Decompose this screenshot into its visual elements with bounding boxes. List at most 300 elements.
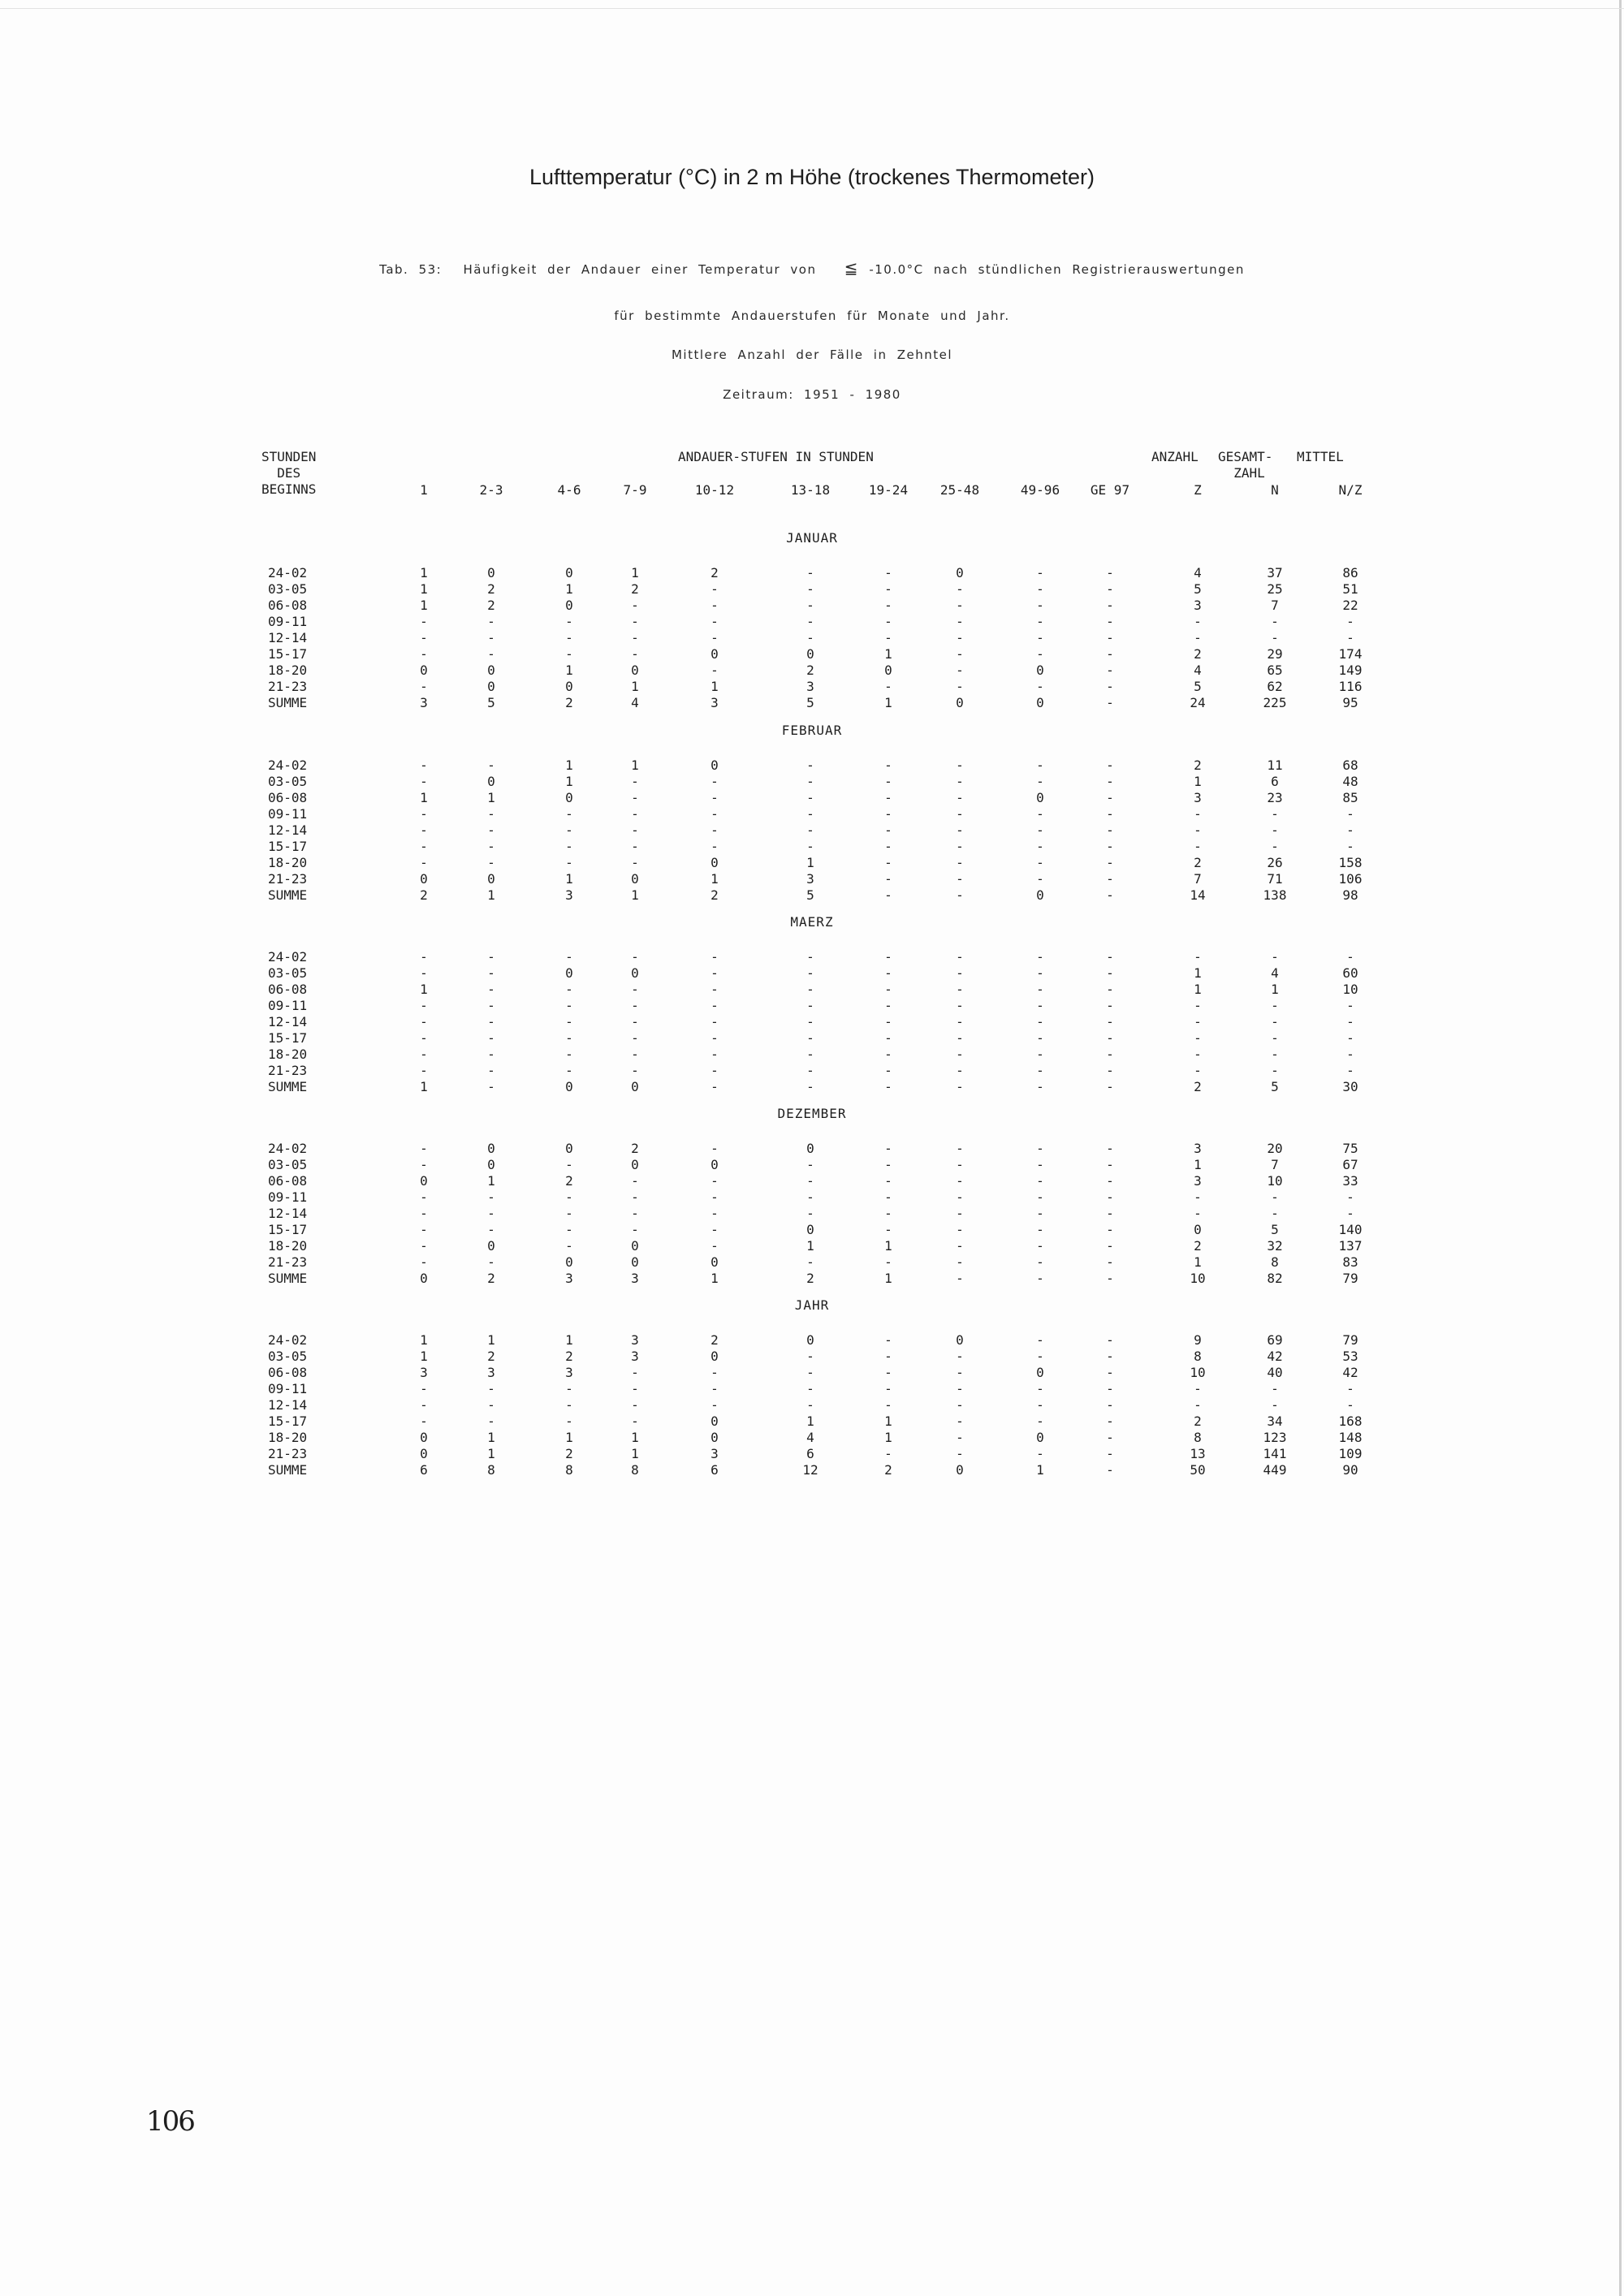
table-cell: 0 (631, 1254, 639, 1270)
table-cell: 2 (710, 1332, 719, 1348)
row-label: 12-14 (268, 1206, 308, 1221)
table-cell: - (1106, 855, 1114, 870)
table-cell: - (710, 614, 719, 629)
row-label: 06-08 (268, 1365, 308, 1380)
table-cell: 0 (565, 679, 573, 694)
table-cell: - (1346, 1397, 1354, 1413)
table-cell: 12 (802, 1462, 818, 1478)
table-cell: - (487, 614, 495, 629)
table-cell: - (1036, 822, 1044, 838)
table-cell: - (806, 757, 814, 773)
table-cell: - (1106, 1413, 1114, 1429)
table-cell: - (565, 1222, 573, 1237)
table-cell: - (956, 949, 964, 965)
column-header: 4-6 (557, 482, 581, 498)
table-cell: - (1106, 1047, 1114, 1062)
table-cell: 0 (710, 855, 719, 870)
table-cell: 0 (710, 1157, 719, 1172)
column-header: 19-24 (868, 482, 909, 498)
page-title: Lufttemperatur (°C) in 2 m Höhe (trockenes Thermometer) (529, 165, 1095, 189)
table-cell: - (565, 1157, 573, 1172)
table-cell: - (1036, 839, 1044, 854)
table-cell: - (1106, 982, 1114, 997)
table-cell: 1 (1194, 982, 1202, 997)
table-cell: - (1106, 1349, 1114, 1364)
table-cell: 148 (1338, 1430, 1363, 1445)
table-cell: 2 (710, 565, 719, 580)
table-cell: 7 (1271, 598, 1279, 613)
table-cell: 29 (1267, 646, 1283, 662)
table-cell: - (631, 1030, 639, 1046)
table-cell: 1 (710, 1271, 719, 1286)
table-cell: 83 (1342, 1254, 1358, 1270)
table-cell: 0 (565, 1079, 573, 1094)
table-cell: 8 (1194, 1349, 1202, 1364)
table-cell: 3 (631, 1271, 639, 1286)
table-cell: - (1036, 1141, 1044, 1156)
table-cell: 1 (1194, 1157, 1202, 1172)
table-cell: - (1036, 1349, 1044, 1364)
table-cell: 0 (710, 1349, 719, 1364)
table-cell: - (884, 1173, 892, 1189)
table-cell: - (1194, 998, 1202, 1013)
table-cell: - (1106, 965, 1114, 981)
table-cell: - (1036, 1222, 1044, 1237)
table-cell: - (631, 839, 639, 854)
header-andauer-stufen: ANDAUER-STUFEN IN STUNDEN (678, 449, 874, 464)
table-cell: 0 (487, 1141, 495, 1156)
table-cell: - (1346, 1047, 1354, 1062)
table-cell: - (1106, 1189, 1114, 1205)
table-cell: - (487, 630, 495, 645)
table-cell: 2 (420, 887, 428, 903)
table-cell: 95 (1342, 695, 1358, 710)
table-cell: - (1106, 949, 1114, 965)
header-stunden-des-beginns: STUNDEN DES BEGINNS (261, 449, 317, 497)
table-cell: - (487, 1381, 495, 1396)
table-cell: - (1194, 1397, 1202, 1413)
table-cell: - (420, 679, 428, 694)
row-label: 18-20 (268, 662, 308, 678)
table-cell: - (1271, 1030, 1279, 1046)
table-cell: 10 (1342, 982, 1358, 997)
table-cell: - (1036, 982, 1044, 997)
row-label: SUMME (268, 1079, 308, 1094)
table-cell: - (420, 1254, 428, 1270)
table-cell: - (1106, 757, 1114, 773)
column-header: 7-9 (623, 482, 647, 498)
table-cell: 2 (1194, 757, 1202, 773)
table-cell: 0 (565, 565, 573, 580)
table-cell: 1 (565, 1332, 573, 1348)
table-cell: - (1271, 1047, 1279, 1062)
row-label: 15-17 (268, 1222, 308, 1237)
table-cell: - (487, 822, 495, 838)
table-cell: - (565, 822, 573, 838)
section-title: MAERZ (790, 914, 834, 930)
table-cell: 3 (710, 1446, 719, 1461)
table-cell: 8 (1194, 1430, 1202, 1445)
table-cell: 1 (710, 871, 719, 887)
table-cell: - (1106, 614, 1114, 629)
table-cell: 2 (487, 1271, 495, 1286)
header-gesamtzahl: GESAMT- ZAHL (1218, 449, 1273, 481)
table-cell: - (956, 1206, 964, 1221)
table-cell: - (956, 806, 964, 822)
table-cell: 53 (1342, 1349, 1358, 1364)
table-cell: 158 (1338, 855, 1363, 870)
table-cell: - (565, 1063, 573, 1078)
row-label: 15-17 (268, 839, 308, 854)
table-cell: - (420, 1047, 428, 1062)
table-cell: - (631, 1206, 639, 1221)
table-cell: - (806, 1349, 814, 1364)
table-cell: 1 (420, 790, 428, 805)
table-cell: - (487, 998, 495, 1013)
table-cell: 116 (1338, 679, 1363, 694)
table-cell: 1 (420, 1332, 428, 1348)
table-cell: - (1346, 839, 1354, 854)
table-cell: - (1271, 1063, 1279, 1078)
table-cell: 1 (487, 1430, 495, 1445)
table-cell: - (420, 614, 428, 629)
table-cell: - (1036, 598, 1044, 613)
column-header-row (0, 482, 1624, 500)
table-cell: - (710, 1079, 719, 1094)
table-cell: - (806, 581, 814, 597)
column-header: 2-3 (479, 482, 503, 498)
table-cell: - (1106, 646, 1114, 662)
table-cell: 2 (710, 887, 719, 903)
table-cell: - (710, 1141, 719, 1156)
table-cell: - (806, 998, 814, 1013)
table-cell: - (806, 565, 814, 580)
table-cell: - (956, 1173, 964, 1189)
table-cell: - (884, 871, 892, 887)
table-cell: - (1194, 1014, 1202, 1029)
table-cell: - (1106, 1397, 1114, 1413)
table-cell: 1 (884, 1413, 892, 1429)
table-cell: 137 (1338, 1238, 1363, 1254)
table-cell: 67 (1342, 1157, 1358, 1172)
table-cell: - (956, 757, 964, 773)
table-cell: 1 (631, 1430, 639, 1445)
table-cell: - (1346, 1381, 1354, 1396)
table-cell: - (1194, 822, 1202, 838)
row-label: 12-14 (268, 630, 308, 645)
table-cell: 42 (1267, 1349, 1283, 1364)
table-cell: 1 (806, 855, 814, 870)
table-cell: 0 (956, 1332, 964, 1348)
row-label: 15-17 (268, 646, 308, 662)
table-cell: - (631, 1413, 639, 1429)
table-cell: - (1194, 1381, 1202, 1396)
table-cell: - (420, 1141, 428, 1156)
table-cell: 140 (1338, 1222, 1363, 1237)
table-cell: 0 (420, 1271, 428, 1286)
table-cell: - (710, 1173, 719, 1189)
table-cell: - (1106, 581, 1114, 597)
table-cell: - (1036, 998, 1044, 1013)
table-cell: - (1036, 1014, 1044, 1029)
page-number: 106 (146, 2105, 194, 2138)
table-cell: - (631, 614, 639, 629)
table-cell: - (487, 982, 495, 997)
table-cell: 33 (1342, 1173, 1358, 1189)
table-cell: - (884, 630, 892, 645)
table-cell: 3 (1194, 1141, 1202, 1156)
row-label: SUMME (268, 887, 308, 903)
section-title: JANUAR (786, 530, 838, 546)
table-cell: 4 (1194, 565, 1202, 580)
table-cell: - (1036, 1079, 1044, 1094)
table-cell: 2 (1194, 855, 1202, 870)
table-cell: - (631, 646, 639, 662)
table-cell: - (1036, 1238, 1044, 1254)
table-cell: - (710, 1206, 719, 1221)
table-cell: - (1106, 871, 1114, 887)
table-cell: - (1036, 1397, 1044, 1413)
row-label: 18-20 (268, 1238, 308, 1254)
row-label: 03-05 (268, 965, 308, 981)
table-cell: 6 (806, 1446, 814, 1461)
table-cell: - (487, 1047, 495, 1062)
table-cell: - (956, 1222, 964, 1237)
table-cell: - (806, 1397, 814, 1413)
table-cell: 7 (1271, 1157, 1279, 1172)
table-cell: 1 (487, 887, 495, 903)
table-cell: 5 (1271, 1079, 1279, 1094)
table-cell: - (956, 662, 964, 678)
table-cell: - (710, 774, 719, 789)
table-cell: - (487, 965, 495, 981)
table-cell: 0 (631, 1238, 639, 1254)
table-cell: - (884, 1446, 892, 1461)
table-cell: 149 (1338, 662, 1363, 678)
table-cell: - (1036, 1063, 1044, 1078)
table-cell: - (956, 646, 964, 662)
table-cell: - (1346, 1030, 1354, 1046)
table-cell: 174 (1338, 646, 1363, 662)
table-cell: - (1271, 1189, 1279, 1205)
table-cell: 3 (565, 1271, 573, 1286)
table-cell: 1 (487, 1446, 495, 1461)
table-cell: - (956, 1079, 964, 1094)
table-cell: 24 (1190, 695, 1206, 710)
table-cell: 168 (1338, 1413, 1363, 1429)
table-cell: 1 (884, 1238, 892, 1254)
table-cell: 90 (1342, 1462, 1358, 1478)
column-header: N/Z (1338, 482, 1363, 498)
table-cell: - (956, 1397, 964, 1413)
table-cell: - (710, 1047, 719, 1062)
table-cell: 0 (565, 598, 573, 613)
table-cell: - (1036, 1381, 1044, 1396)
row-label: 06-08 (268, 982, 308, 997)
table-cell: 2 (1194, 1238, 1202, 1254)
table-cell: 2 (1194, 1413, 1202, 1429)
table-cell: - (1346, 998, 1354, 1013)
table-cell: - (1036, 965, 1044, 981)
table-cell: 50 (1190, 1462, 1206, 1478)
row-label: 12-14 (268, 1397, 308, 1413)
table-cell: - (487, 1222, 495, 1237)
table-cell: - (710, 662, 719, 678)
table-cell: 141 (1263, 1446, 1287, 1461)
table-cell: 0 (1036, 1430, 1044, 1445)
row-label: 24-02 (268, 1332, 308, 1348)
table-cell: - (710, 790, 719, 805)
table-cell: - (1106, 1014, 1114, 1029)
scan-edge-right (1619, 0, 1622, 2296)
table-cell: 79 (1342, 1271, 1358, 1286)
table-cell: 1 (487, 790, 495, 805)
table-cell: 1 (884, 1430, 892, 1445)
table-cell: 3 (631, 1332, 639, 1348)
table-cell: - (1106, 1271, 1114, 1286)
table-cell: - (710, 998, 719, 1013)
table-cell: - (1194, 806, 1202, 822)
table-cell: - (806, 1254, 814, 1270)
table-cell: - (956, 1381, 964, 1396)
table-cell: 0 (884, 662, 892, 678)
table-cell: - (565, 855, 573, 870)
table-cell: - (420, 1238, 428, 1254)
row-label: SUMME (268, 1271, 308, 1286)
table-cell: - (565, 1238, 573, 1254)
table-cell: 30 (1342, 1079, 1358, 1094)
table-cell: - (420, 630, 428, 645)
table-cell: - (710, 1365, 719, 1380)
table-cell: - (884, 1222, 892, 1237)
table-cell: 5 (806, 695, 814, 710)
table-cell: - (631, 822, 639, 838)
table-cell: - (631, 1173, 639, 1189)
table-cell: 5 (1194, 679, 1202, 694)
table-cell: - (1036, 1157, 1044, 1172)
table-cell: - (565, 1206, 573, 1221)
table-cell: 65 (1267, 662, 1283, 678)
table-cell: - (565, 1397, 573, 1413)
section-title: JAHR (794, 1297, 830, 1313)
table-cell: - (884, 581, 892, 597)
table-cell: - (565, 1413, 573, 1429)
table-cell: 3 (565, 887, 573, 903)
table-cell: 0 (565, 790, 573, 805)
table-cell: - (884, 1349, 892, 1364)
table-cell: - (884, 855, 892, 870)
table-cell: - (806, 614, 814, 629)
table-cell: 1 (420, 1349, 428, 1364)
table-cell: 2 (806, 662, 814, 678)
table-cell: 7 (1194, 871, 1202, 887)
table-cell: 0 (420, 1446, 428, 1461)
table-cell: - (1106, 1030, 1114, 1046)
table-subtitle: für bestimmte Andauerstufen für Monate und Jahr. (614, 309, 1010, 323)
table-cell: 1 (420, 581, 428, 597)
table-cell: 2 (565, 1446, 573, 1461)
table-cell: - (1346, 822, 1354, 838)
table-cell: - (631, 1397, 639, 1413)
table-cell: - (420, 774, 428, 789)
row-label: 03-05 (268, 1349, 308, 1364)
table-cell: - (420, 1063, 428, 1078)
table-cell: - (1106, 1381, 1114, 1396)
table-cell: - (631, 855, 639, 870)
table-cell: 0 (710, 1413, 719, 1429)
table-cell: - (1036, 1206, 1044, 1221)
table-cell: - (806, 839, 814, 854)
table-cell: 2 (487, 598, 495, 613)
table-cell: 0 (1036, 695, 1044, 710)
table-cell: - (956, 1365, 964, 1380)
table-cell: - (487, 806, 495, 822)
table-cell: 11 (1267, 757, 1283, 773)
table-cell: 0 (806, 646, 814, 662)
table-cell: 3 (1194, 598, 1202, 613)
table-cell: 1 (884, 1271, 892, 1286)
table-cell: - (956, 1047, 964, 1062)
table-cell: 1 (565, 1430, 573, 1445)
table-cell: - (1271, 1206, 1279, 1221)
table-cell: 68 (1342, 757, 1358, 773)
table-cell: - (1106, 1173, 1114, 1189)
table-cell: - (1106, 806, 1114, 822)
column-header: Z (1194, 482, 1202, 498)
row-label: 15-17 (268, 1413, 308, 1429)
table-cell: - (1346, 806, 1354, 822)
table-cell: - (806, 949, 814, 965)
table-cell: 37 (1267, 565, 1283, 580)
table-cell: - (956, 839, 964, 854)
row-label: 15-17 (268, 1030, 308, 1046)
table-cell: 0 (956, 1462, 964, 1478)
table-cell: - (1036, 679, 1044, 694)
table-cell: - (710, 581, 719, 597)
table-cell: - (1106, 1141, 1114, 1156)
table-cell: - (1271, 1381, 1279, 1396)
table-cell: - (1036, 1254, 1044, 1270)
row-label: 18-20 (268, 1430, 308, 1445)
table-cell: - (1106, 1222, 1114, 1237)
table-cell: - (956, 1014, 964, 1029)
table-cell: - (420, 757, 428, 773)
table-cell: - (956, 1413, 964, 1429)
table-cell: - (420, 1381, 428, 1396)
table-cell: - (710, 1222, 719, 1237)
table-cell: 25 (1267, 581, 1283, 597)
table-cell: - (884, 839, 892, 854)
header-anzahl: ANZAHL (1151, 449, 1199, 464)
table-cell: - (956, 982, 964, 997)
table-cell: - (1346, 1206, 1354, 1221)
table-cell: 0 (806, 1332, 814, 1348)
row-label: 18-20 (268, 1047, 308, 1062)
table-cell: 5 (487, 695, 495, 710)
table-cell: - (1106, 630, 1114, 645)
column-header: 49-96 (1020, 482, 1060, 498)
table-cell: 1 (565, 757, 573, 773)
table-cell: 3 (710, 695, 719, 710)
table-cell: - (806, 1079, 814, 1094)
table-cell: - (487, 1413, 495, 1429)
table-cell: - (420, 1157, 428, 1172)
table-cell: - (884, 1332, 892, 1348)
table-cell: 0 (710, 1254, 719, 1270)
table-cell: - (884, 806, 892, 822)
table-cell: 1 (631, 757, 639, 773)
table-cell: 20 (1267, 1141, 1283, 1156)
